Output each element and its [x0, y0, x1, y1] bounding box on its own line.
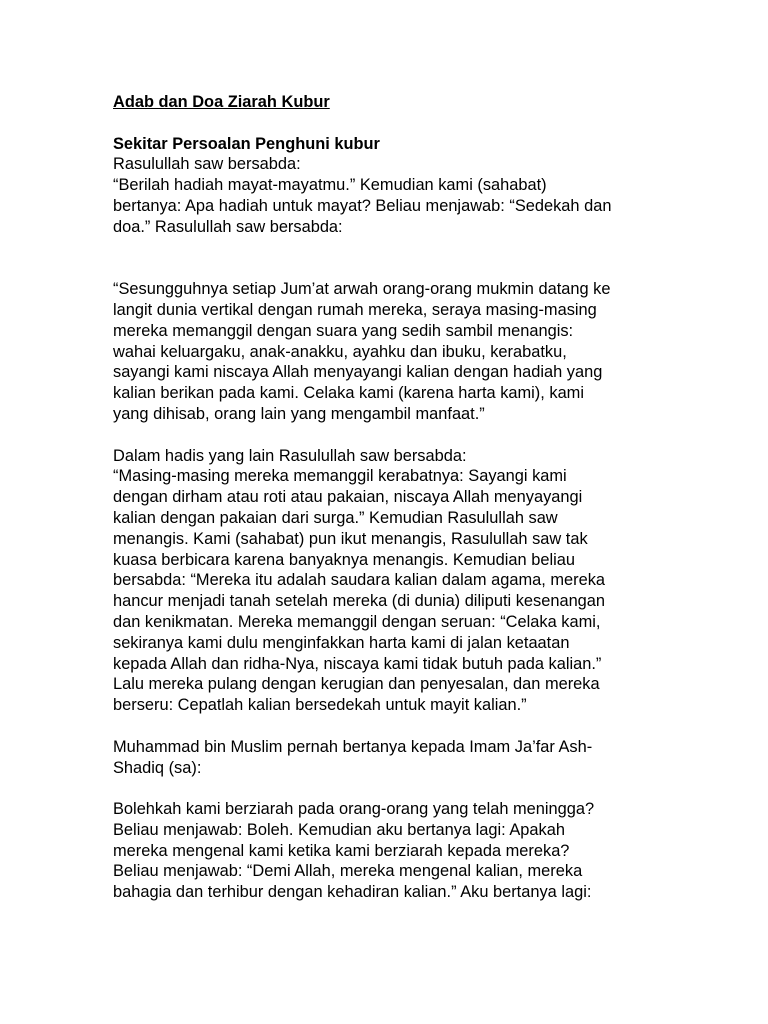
text-line: “Sesungguhnya setiap Jum’at arwah orang-orang mukmin datang ke	[113, 280, 611, 299]
text-line: hancur menjadi tanah setelah mereka (di dunia) diliputi kesenangan	[113, 592, 606, 611]
spacer	[113, 238, 653, 280]
paragraph-5	[113, 799, 653, 903]
text-line: “Masing-masing mereka memanggil kerabatnya: Sayangi kami	[113, 467, 567, 486]
paragraph-4	[113, 737, 653, 779]
text-line: langit dunia vertikal dengan rumah mereka, seraya masing-masing	[113, 300, 597, 319]
text-line: kepada Allah dan ridha-Nya, niscaya kami tidak butuh pada kalian.”	[113, 654, 602, 673]
text-line: Bolehkah kami berziarah pada orang-orang yang telah meningga?	[113, 800, 595, 819]
text-line: yang dihisab, orang lain yang mengambil manfaat.”	[113, 404, 485, 423]
text-line: mereka memanggil dengan suara yang sedih sambil menangis:	[113, 321, 574, 340]
text-line: Rasulullah saw bersabda:	[113, 155, 301, 174]
spacer	[113, 778, 653, 799]
text-line: Shadiq (sa):	[113, 758, 202, 777]
text-line: dan kenikmatan. Mereka memanggil dengan seruan: “Celaka kami,	[113, 612, 601, 631]
text-line: bahagia dan terhibur dengan kehadiran kalian.” Aku bertanya lagi:	[113, 883, 592, 902]
text-line: kuasa berbicara karena banyaknya menangis. Kemudian beliau	[113, 550, 575, 569]
text-line: Beliau menjawab: Boleh. Kemudian aku bertanya lagi: Apakah	[113, 820, 565, 839]
text-line: Muhammad bin Muslim pernah bertanya kepada Imam Ja’far Ash-	[113, 737, 593, 756]
text-line: mereka mengenal kami ketika kami berziarah kepada mereka?	[113, 841, 570, 860]
text-line: bertanya: Apa hadiah untuk mayat? Beliau menjawab: “Sedekah dan	[113, 196, 612, 215]
paragraph-2	[113, 279, 653, 425]
spacer	[113, 425, 653, 446]
text-line: wahai keluargaku, anak-anakku, ayahku dan ibuku, kerabatku,	[113, 342, 567, 361]
text-line: sekiranya kami dulu menginfakkan harta kami di jalan ketaatan	[113, 633, 570, 652]
section-heading: Sekitar Persoalan Penghuni kubur	[113, 134, 380, 153]
text-line: kalian berikan pada kami. Celaka kami (karena harta kami), kami	[113, 384, 584, 403]
document-title: Adab dan Doa Ziarah Kubur	[113, 93, 330, 111]
document-page	[113, 92, 653, 903]
paragraph-3	[113, 446, 653, 716]
text-line: sayangi kami niscaya Allah menyayangi kalian dengan hadiah yang	[113, 363, 603, 382]
paragraph-1	[113, 154, 653, 237]
text-line: Beliau menjawab: “Demi Allah, mereka mengenal kalian, mereka	[113, 862, 583, 881]
text-line: doa.” Rasulullah saw bersabda:	[113, 217, 343, 236]
text-line: bersabda: “Mereka itu adalah saudara kalian dalam agama, mereka	[113, 571, 605, 590]
spacer	[113, 716, 653, 737]
text-line: berseru: Cepatlah kalian bersedekah untuk mayit kalian.”	[113, 696, 527, 715]
text-line: dengan dirham atau roti atau pakaian, niscaya Allah menyayangi	[113, 488, 583, 507]
text-line: kalian dengan pakaian dari surga.” Kemudian Rasulullah saw	[113, 508, 558, 527]
spacer	[113, 113, 653, 134]
text-line: Dalam hadis yang lain Rasulullah saw bersabda:	[113, 446, 467, 465]
text-line: “Berilah hadiah mayat-mayatmu.” Kemudian kami (sahabat)	[113, 176, 547, 195]
text-line: Lalu mereka pulang dengan kerugian dan penyesalan, dan mereka	[113, 675, 600, 694]
text-line: menangis. Kami (sahabat) pun ikut menangis, Rasulullah saw tak	[113, 529, 588, 548]
